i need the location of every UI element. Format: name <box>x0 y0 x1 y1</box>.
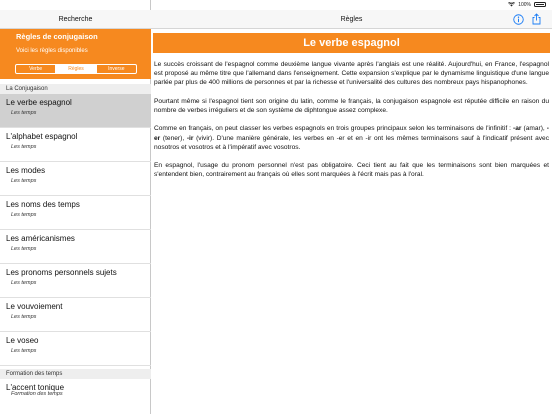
list-item-subtitle: Les temps <box>11 348 37 354</box>
list-item-title: L'accent tonique <box>6 383 65 392</box>
list-item-noms-temps[interactable] <box>0 196 151 230</box>
ending-ir: -ir <box>186 134 194 142</box>
list-item-title: Les modes <box>6 166 46 175</box>
panel-title: Règles de conjugaison <box>16 32 98 41</box>
wifi-icon <box>508 2 515 7</box>
sidebar-nav-title: Recherche <box>58 16 93 23</box>
list-item-alphabet[interactable] <box>0 128 151 162</box>
info-icon[interactable] <box>513 14 524 25</box>
list-item-subtitle: Les temps <box>11 178 37 184</box>
panel-subtitle: Voici les règles disponibles <box>16 48 88 54</box>
section-header-formation: Formation des temps <box>0 369 151 379</box>
list-item-title: Les noms des temps <box>6 200 80 209</box>
segment-verbe[interactable]: Verbe <box>16 65 56 73</box>
article-paragraph: Le succès croissant de l'espagnol comme deuxième langue vivante après l'anglais est une réalité. Aujourd'hui, en France, l'espagnol est proposé au même titre que l'allemand dans l'enseignement. Cette expansion s'explique par le dynamisme linguistique d'une langue parlée par plus de 400 millions de personnes et par la richesse et l'universalité des cultures des nombreux pays hispanophones. <box>154 61 549 87</box>
ending-ar: -ar <box>513 125 522 133</box>
list-item-subtitle: Formation des temps <box>11 391 63 397</box>
article-paragraph-endings <box>154 124 549 152</box>
list-item-pronoms[interactable] <box>0 264 151 298</box>
list-item-subtitle: Les temps <box>11 144 37 150</box>
list-item-title: Le vouvoiement <box>6 302 63 311</box>
list-item-subtitle: Les temps <box>11 314 37 320</box>
section-header-conjugaison: La Conjugaison <box>0 84 151 94</box>
list-item-title: Le verbe espagnol <box>6 98 72 107</box>
share-icon[interactable] <box>531 13 542 25</box>
list-item-subtitle: Les temps <box>11 280 37 286</box>
battery-icon <box>534 2 546 7</box>
text-segment: (amar), <box>521 125 547 133</box>
sidebar <box>0 0 151 414</box>
list-item-voseo[interactable] <box>0 332 151 366</box>
list-item-vouvoiement[interactable] <box>0 298 151 332</box>
list-item-title: Les pronoms personnels sujets <box>6 268 117 277</box>
conjugation-header-panel <box>0 29 151 79</box>
list-item-subtitle: Les temps <box>11 246 37 252</box>
text-segment: (tener), <box>160 134 187 142</box>
text-segment: (vivir). D'une manière générale, les verbes en -er et en -ir ont les mêmes terminaisons sauf à l'indicatif présent avec nosotros et vosotros et à l'impératif avec vosotros. <box>154 134 550 151</box>
article-paragraph: Pourtant même si l'espagnol tient son origine du latin, comme le français, la conjugaison espagnole est réputée difficile en raison du nombre de verbes irréguliers et de son système de diphtongue assez complexe. <box>154 97 549 114</box>
article-paragraph: En espagnol, l'usage du pronom personnel n'est pas obligatoire. Ceci tient au fait que les terminaisons sont bien marquées et s'entendent bien, contrairement au français où elles sont marquées à l'écrit mais pas à l'oral. <box>154 162 549 179</box>
segment-inverse[interactable]: Inverse <box>108 66 125 72</box>
list-item-americanismes[interactable] <box>0 230 151 264</box>
list-item-title: Les américanismes <box>6 234 75 243</box>
sidebar-nav-bar <box>0 10 151 29</box>
list-item-accent-tonique[interactable] <box>0 379 151 413</box>
battery-text: 100% <box>518 1 531 8</box>
ending-er: -er <box>154 125 549 142</box>
list-item-verbe-espagnol[interactable] <box>0 94 151 128</box>
article-body <box>154 60 549 189</box>
detail-nav-title: Règles <box>340 16 363 23</box>
list-item-subtitle: Les temps <box>11 212 37 218</box>
segment-regles[interactable]: Règles <box>56 65 96 73</box>
list-item-title: Le voseo <box>6 336 39 345</box>
list-item-subtitle: Les temps <box>11 110 37 116</box>
status-right <box>508 2 546 8</box>
text-segment: Comme en français, on peut classer les verbes espagnols en trois groupes principaux selon les terminaisons de l'infinitif : <box>154 125 514 133</box>
list-item-modes[interactable] <box>0 162 151 196</box>
list-item-title: L'alphabet espagnol <box>6 132 78 141</box>
article-title-banner: Le verbe espagnol <box>153 33 550 53</box>
detail-nav-bar <box>151 10 552 29</box>
mode-segmented-control <box>15 64 137 74</box>
